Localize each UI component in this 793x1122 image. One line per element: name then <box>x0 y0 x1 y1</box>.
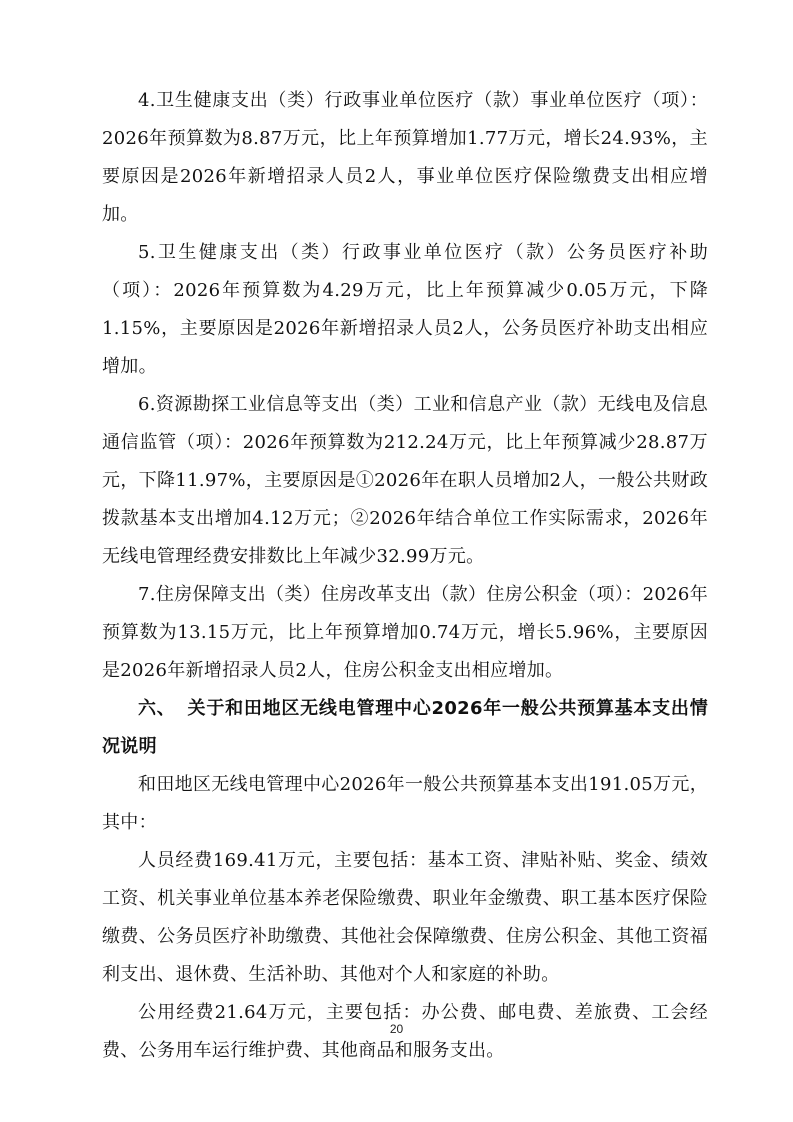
paragraph-housing-fund: 7.住房保障支出（类）住房改革支出（款）住房公积金（项）：2026年预算数为13.15万元，比上年预算增加0.74万元，增长5.96%，主要原因是2026年新增招录人员2人，住房公积金支出相应增加。 <box>102 584 708 681</box>
section-heading-text: 关于和田地区无线电管理中心2026年一般公共预算基本支出情况说明 <box>102 698 709 757</box>
page-number: 20 <box>389 1022 404 1036</box>
paragraph-civil-servant-medical-subsidy: 5.卫生健康支出（类）行政事业单位医疗（款）公务员医疗补助（项）：2026年预算数为4.29万元，比上年预算减少0.05万元，下降1.15%，主要原因是2026年新增招录人员2人，公务员医疗补助支出相应增加。 <box>102 242 708 377</box>
paragraph-health-institution-medical: 4.卫生健康支出（类）行政事业单位医疗（款）事业单位医疗（项）：2026年预算数为8.87万元，比上年预算增加1.77万元，增长24.93%，主要原因是2026年新增招录人员2人，事业单位医疗保险缴费支出相应增加。 <box>102 90 708 225</box>
paragraph-personnel-expenses: 人员经费169.41万元，主要包括：基本工资、津贴补贴、奖金、绩效工资、机关事业单位基本养老保险缴费、职业年金缴费、职工基本医疗保险缴费、公务员医疗补助缴费、其他社会保障缴费、住房公积金、其他工资福利支出、退休费、生活补助、其他对个人和家庭的补助。 <box>102 850 708 985</box>
section-heading <box>102 690 708 766</box>
page-body <box>102 82 708 1070</box>
paragraph-public-expenses: 公用经费21.64万元，主要包括：办公费、邮电费、差旅费、工会经费、公务用车运行维护费、其他商品和服务支出。 <box>102 1002 708 1061</box>
paragraph-radio-regulation: 6.资源勘探工业信息等支出（类）工业和信息产业（款）无线电及信息通信监管（项）：2026年预算数为212.24万元，比上年预算减少28.87万元，下降11.97%，主要原因是①2026年在职人员增加2人，一般公共财政拨款基本支出增加4.12万元；②2026年结合单位工作实际需求，2026年无线电管理经费安排数比上年减少32.99万元。 <box>102 394 708 567</box>
section-heading-number: 六、 <box>138 698 176 719</box>
paragraph-basic-expenditure-total: 和田地区无线电管理中心2026年一般公共预算基本支出191.05万元，其中： <box>102 774 708 833</box>
